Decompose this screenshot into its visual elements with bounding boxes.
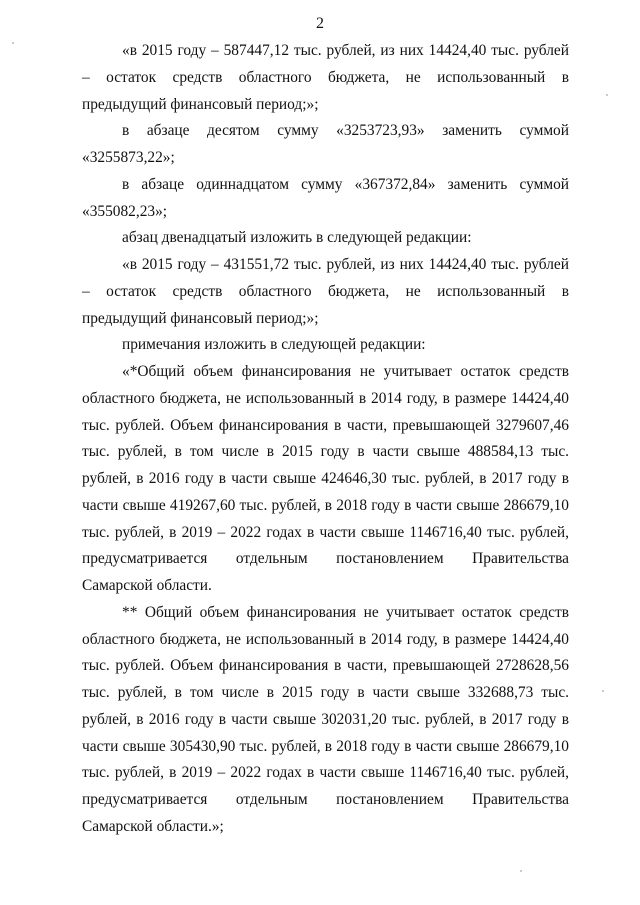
scan-speck	[12, 42, 14, 44]
document-body	[82, 38, 569, 841]
page-number: 2	[316, 15, 324, 32]
paragraph-notes-intro: примечания изложить в следующей редакции:	[122, 336, 426, 354]
paragraph-note-two-star: ** Общий объем финансирования не учитывает остаток средств областного бюджета, не использованный в 2014 году, в размере 14424,40 тыс. рублей. Объем финансирования в части, превышающей 2728628,56 тыс. рублей, в том числе в 2015 году в части свыше 332688,73 тыс. рублей, в 2016 году в части свыше 302031,20 тыс. рублей, в 2017 году в части свыше 305430,90 тыс. рублей, в 2018 году в части свыше 286679,10 тыс. рублей, в 2019 – 2022 годах в части свыше 1146716,40 тыс. рублей, предусматривается отдельным постановлением Правительства Самарской области.»;	[82, 603, 569, 835]
paragraph-funding-2015-b: «в 2015 году – 431551,72 тыс. рублей, из них 14424,40 тыс. рублей – остаток средств областного бюджета, не использованный в предыдущий финансовый период;»;	[82, 256, 569, 327]
paragraph-amendment-eleventh: в абзаце одиннадцатом сумму «367372,84» заменить суммой «355082,23»;	[82, 175, 569, 220]
scan-speck	[606, 94, 608, 96]
scan-speck	[602, 690, 604, 692]
scan-speck	[520, 870, 522, 872]
paragraph-funding-2015-a: «в 2015 году – 587447,12 тыс. рублей, из них 14424,40 тыс. рублей – остаток средств областного бюджета, не использованный в предыдущий финансовый период;»;	[82, 42, 569, 113]
paragraph-note-one-star: «*Общий объем финансирования не учитывает остаток средств областного бюджета, не использованный в 2014 году, в размере 14424,40 тыс. рублей. Объем финансирования в части, превышающей 3279607,46 тыс. рублей, в том числе в 2015 году в части свыше 488584,13 тыс. рублей, в 2016 году в части свыше 424646,30 тыс. рублей, в 2017 году в части свыше 419267,60 тыс. рублей, в 2018 году в части свыше 286679,10 тыс. рублей, в 2019 – 2022 годах в части свыше 1146716,40 тыс. рублей, предусматривается отдельным постановлением Правительства Самарской области.	[82, 363, 569, 594]
paragraph-amendment-tenth: в абзаце десятом сумму «3253723,93» заменить суммой «3255873,22»;	[82, 122, 569, 166]
paragraph-twelfth-intro: абзац двенадцатый изложить в следующей редакции:	[122, 229, 472, 247]
